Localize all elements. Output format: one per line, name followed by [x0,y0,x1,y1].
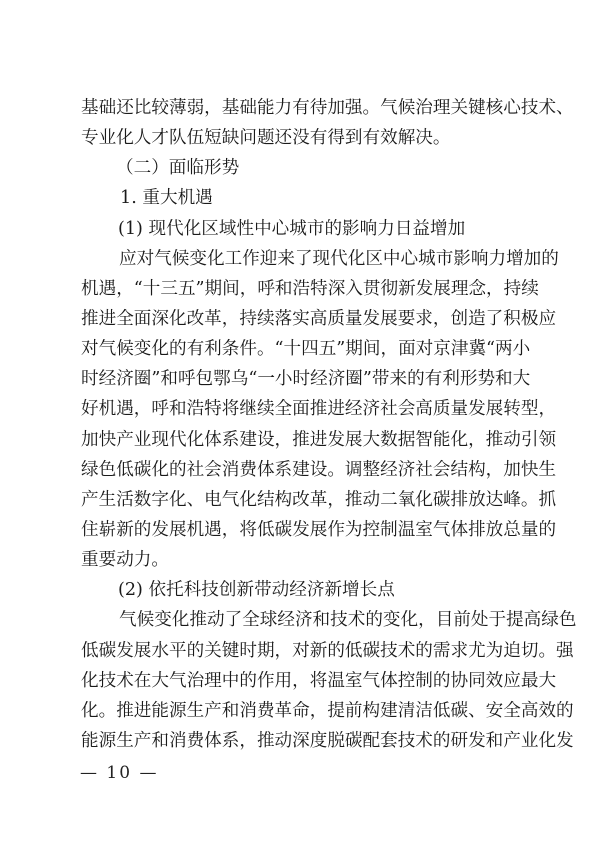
body-text-line: 产生活数字化、电气化结构改革，推动二氧化碳排放达峰。抓 [81,489,557,510]
body-text-line: 化。推进能源生产和消费革命，提前构建清洁低碳、安全高效的 [81,700,574,721]
body-text-line: 专业化人才队伍短缺问题还没有得到有效解决。 [81,128,451,149]
section-heading: （二）面临形势 [116,158,240,179]
body-text-line: 对气候变化的有利条件。“十四五”期间，面对京津冀“两小 [81,339,531,360]
body-text-line: 能源生产和消费体系，推动深度脱碳配套技术的研发和产业化发 [81,731,574,751]
page-number: — 10 — [80,763,159,783]
body-text-line: 重要动力。 [81,550,169,571]
body-text-line: 时经济圈”和呼包鄂乌“一小时经济圈”带来的有利形势和大 [81,369,531,390]
body-text-line: 机遇，“十三五”期间，呼和浩特深入贯彻新发展理念，持续 [81,278,539,299]
body-text-line: 好机遇，呼和浩特将继续全面推进经济社会高质量发展转型， [81,399,557,420]
body-text-line: 绿色低碳化的社会消费体系建设。调整经济社会结构，加快生 [81,459,557,480]
item-heading: (2) 依托科技创新带动经济新增长点 [118,580,395,601]
body-text-line: 基础还比较薄弱，基础能力有待加强。气候治理关键核心技术、 [81,98,574,118]
body-text-line: 住崭新的发展机遇，将低碳发展作为控制温室气体排放总量的 [81,520,557,540]
body-text-line: 应对气候变化工作迎来了现代化区中心城市影响力增加的 [119,248,559,269]
body-text-line: 化技术在大气治理中的作用，将温室气体控制的协同效应最大 [81,670,557,691]
body-text-line: 低碳发展水平的关键时期，对新的低碳技术的需求尤为迫切。强 [81,640,574,661]
item-heading: (1) 现代化区域性中心城市的影响力日益增加 [118,218,466,239]
body-text-line: 加快产业现代化体系建设，推进发展大数据智能化，推动引领 [81,429,557,450]
body-text-line: 气候变化推动了全球经济和技术的变化，目前处于提高绿色 [119,610,577,631]
subsection-heading: 1. 重大机遇 [120,188,213,209]
body-text-line: 推进全面深化改革，持续落实高质量发展要求，创造了积极应 [81,309,557,329]
